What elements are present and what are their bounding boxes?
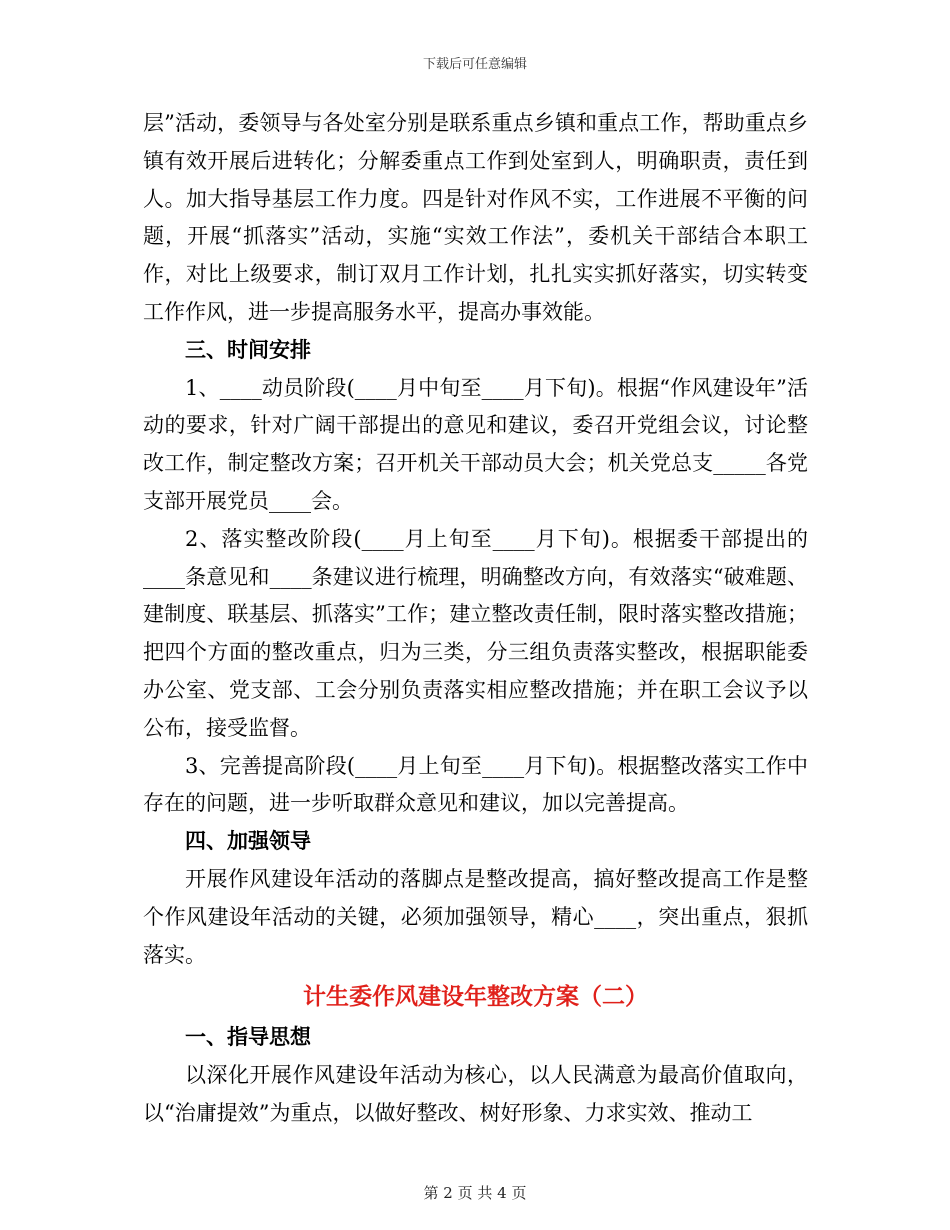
section-heading-leadership: 四、加强领导 bbox=[185, 829, 311, 854]
paragraph-stage-3: 3、完善提高阶段(____月上旬至____月下旬)。根据整改落实工作中存在的问题，进一步听取群众意见和建议，加以完善提高。 bbox=[143, 753, 808, 816]
paragraph-guiding-ideology: 以深化开展作风建设年活动为核心，以人民满意为最高价值取向，以“治庸提效”为重点，以做好整改、树好形象、力求实效、推动工 bbox=[143, 1063, 808, 1125]
paragraph-leadership: 开展作风建设年活动的落脚点是整改提高，搞好整改提高工作是整个作风建设年活动的关键，必须加强领导，精心____，突出重点，狠抓落实。 bbox=[143, 866, 808, 967]
document-body bbox=[143, 105, 808, 1133]
page-header: 下载后可任意编辑 bbox=[422, 57, 527, 72]
page-footer: 第 2 页 共 4 页 bbox=[423, 1184, 527, 1202]
section-heading-guiding-ideology: 一、指导思想 bbox=[185, 1025, 311, 1050]
paragraph-continued: 层”活动，委领导与各处室分别是联系重点乡镇和重点工作，帮助重点乡镇有效开展后进转化；分解委重点工作到处室到人，明确职责，责任到人。加大指导基层工作力度。四是针对作风不实，工作进展不平衡的问题，开展“抓落实”活动，实施“实效工作法”，委机关干部结合本职工作，对比上级要求，制订双月工作计划，扎扎实实抓好落实，切实转变工作作风，进一步提高服务水平，提高办事效能。 bbox=[143, 111, 808, 324]
paragraph-stage-1: 1、____动员阶段(____月中旬至____月下旬)。根据“作风建设年”活动的要求，针对广阔干部提出的意见和建议，委召开党组会议，讨论整改工作，制定整改方案；召开机关干部动员大会；机关党总支_____各党支部开展党员____会。 bbox=[143, 375, 808, 513]
document-title: 计生委作风建设年整改方案（二） bbox=[303, 984, 648, 1011]
section-heading-schedule: 三、时间安排 bbox=[185, 337, 311, 362]
paragraph-stage-2: 2、落实整改阶段(____月上旬至____月下旬)。根据委干部提出的____条意见和____条建议进行梳理，明确整改方向，有效落实“破难题、建制度、联基层、抓落实”工作；建立整改责任制，限时落实整改措施；把四个方面的整改重点，归为三类，分三组负责落实整改，根据职能委办公室、党支部、工会分别负责落实相应整改措施；并在职工会议予以公布，接受监督。 bbox=[143, 526, 808, 740]
